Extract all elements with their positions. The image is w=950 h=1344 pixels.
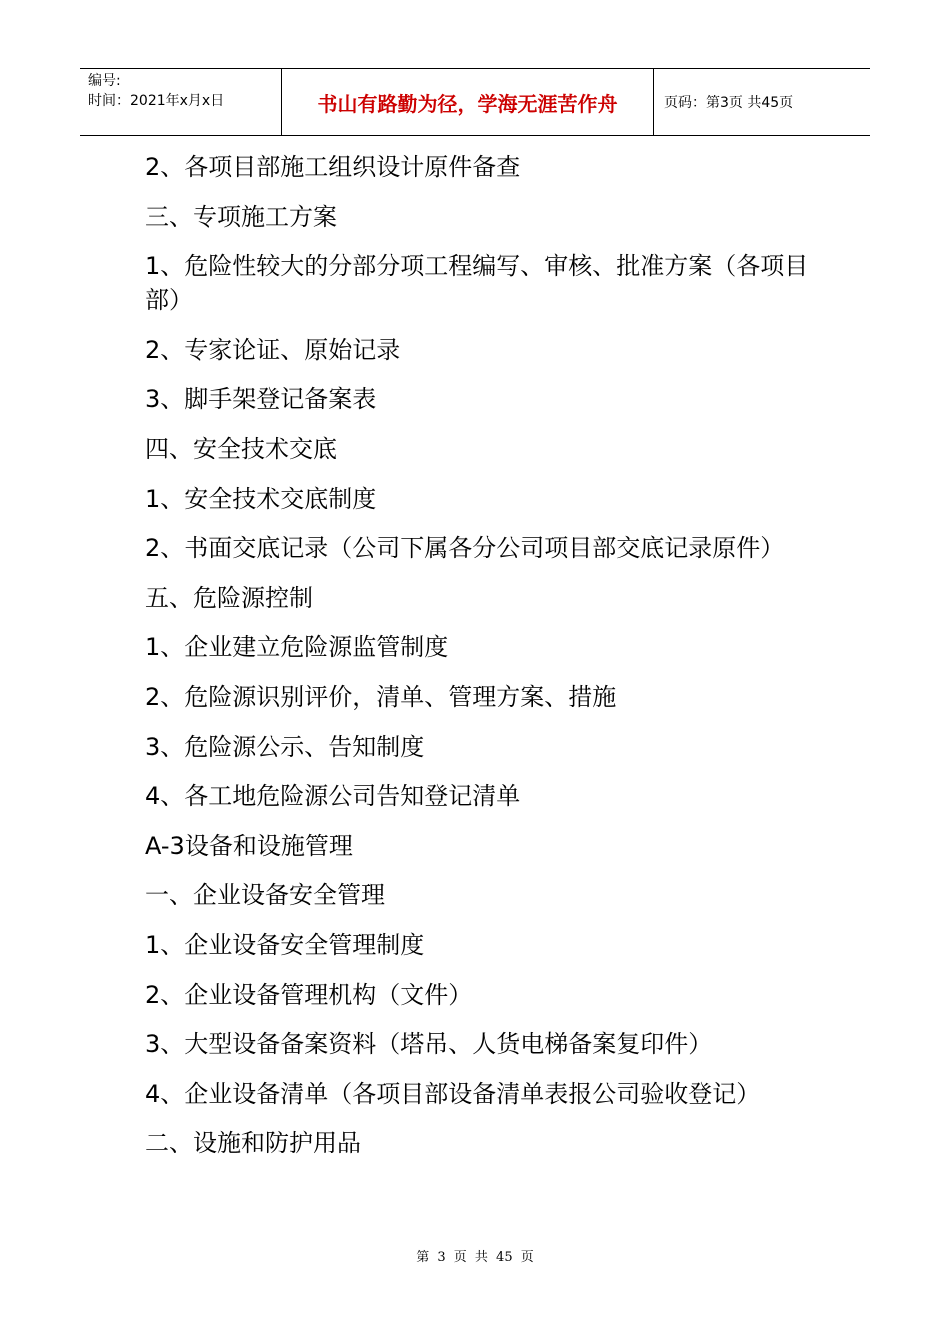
document-body [145, 150, 825, 1176]
content-line: 1、企业设备安全管理制度 [145, 930, 425, 959]
chapter-heading: A-3设备和设施管理 [145, 831, 353, 860]
content-line: 4、企业设备清单（各项目部设备清单表报公司验收登记） [145, 1079, 761, 1108]
header-meta-cell [80, 69, 282, 135]
header-page-info: 页码：第3页 共45页 [664, 95, 794, 111]
document-time-label: 时间：2021年x月x日 [88, 93, 225, 109]
content-line: 3、脚手架登记备案表 [145, 385, 377, 414]
section-heading: 一、企业设备安全管理 [145, 881, 385, 910]
content-line: 2、专家论证、原始记录 [145, 335, 401, 364]
content-line: 4、各工地危险源公司告知登记清单 [145, 782, 521, 811]
header-motto: 书山有路勤为径，学海无涯苦作舟 [282, 69, 654, 135]
section-heading: 四、安全技术交底 [145, 434, 337, 463]
section-heading: 五、危险源控制 [145, 583, 313, 612]
content-line: 3、危险源公示、告知制度 [145, 732, 425, 761]
page-header [80, 68, 870, 136]
content-line: 1、安全技术交底制度 [145, 484, 377, 513]
page-footer: 第 3 页 共 45 页 [416, 1250, 534, 1265]
content-line: 2、书面交底记录（公司下属各分公司项目部交底记录原件） [145, 534, 785, 563]
section-heading: 三、专项施工方案 [145, 202, 337, 231]
section-heading: 二、设施和防护用品 [145, 1129, 361, 1158]
content-line: 2、企业设备管理机构（文件） [145, 980, 473, 1009]
content-line: 1、危险性较大的分部分项工程编写、审核、批准方案（各项目部） [145, 252, 809, 315]
content-line: 3、大型设备备案资料（塔吊、人货电梯备案复印件） [145, 1030, 713, 1059]
content-line: 2、危险源识别评价，清单、管理方案、措施 [145, 682, 617, 711]
content-line: 2、各项目部施工组织设计原件备查 [145, 153, 521, 181]
document-number-label: 编号: [88, 73, 121, 89]
content-line: 1、企业建立危险源监管制度 [145, 633, 449, 662]
